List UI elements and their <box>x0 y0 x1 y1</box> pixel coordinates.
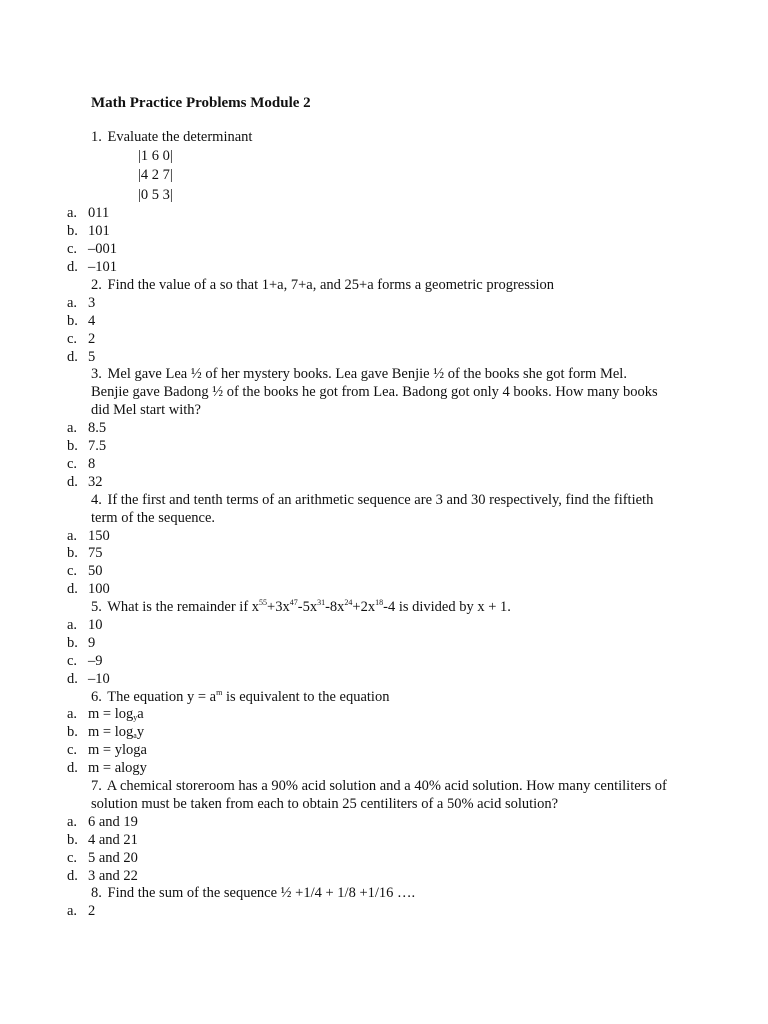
question-6 <box>0 689 768 707</box>
answer-option: c. m = yloga <box>67 742 147 759</box>
question-list <box>0 129 768 921</box>
question-text: Mel gave Lea ½ of her mystery books. Lea gave Benjie ½ of the books she got form Mel. Benjie gave Badong ½ of the books he got from Lea. Badong got only 4 books. How many books did Mel start with? <box>91 366 658 419</box>
question-1 <box>0 129 768 147</box>
answer-option: a. 150 <box>67 527 110 544</box>
answer-option: d. –101 <box>67 259 117 276</box>
answer-option: c. 5 and 20 <box>67 849 138 866</box>
answer-option: b. 9 <box>67 634 96 651</box>
question-number: 8. <box>91 885 102 902</box>
answer-option: a. 6 and 19 <box>67 813 138 830</box>
question-text: The equation $y = a^m$ is equivalent to the equation <box>107 687 390 705</box>
answer-option: a. 011 <box>67 205 110 222</box>
answer-option: c. –9 <box>67 652 103 669</box>
matrix-row: |1 6 0| <box>138 147 173 164</box>
question-2 <box>0 277 768 295</box>
question-number: 2. <box>91 276 102 293</box>
answer-option: c. 50 <box>67 563 103 580</box>
answer-option: d. 5 <box>67 348 96 365</box>
answer-option: d. 3 and 22 <box>67 867 138 884</box>
question-text: Find the sum of the sequence ½ +1/4 + 1/8 +1/16 …. <box>107 885 416 902</box>
question-text: If the first and tenth terms of an arithmetic sequence are 3 and 30 respectively, find the fiftieth term of the sequence. <box>91 491 654 526</box>
answer-option: d. –10 <box>67 670 110 687</box>
answer-option: c. –001 <box>67 241 117 258</box>
question-7 <box>0 778 768 814</box>
answer-option: b. $m = \log_ay$ <box>67 724 145 741</box>
question-number: 6. <box>91 688 102 705</box>
answer-option: d. 32 <box>67 473 103 490</box>
question-number: 3. <box>91 366 102 383</box>
answer-option: b. 101 <box>67 223 110 240</box>
matrix-row: |4 2 7| <box>138 167 173 184</box>
answer-option: b. 4 and 21 <box>67 831 138 848</box>
answer-option: c. 8 <box>67 455 96 472</box>
question-4 <box>0 492 768 528</box>
answer-option: a. 3 <box>67 294 96 311</box>
answer-option: a. 10 <box>67 617 103 633</box>
question-text: Evaluate the determinant <box>107 129 253 145</box>
answer-option: a. 8.5 <box>67 420 107 437</box>
question-number: 4. <box>91 491 102 508</box>
answer-option: a. 2 <box>67 903 96 920</box>
question-text: What is the remainder if $x^{55}+3x^{47}-5x^{31}-8x^{24}+2x^{18}-4$ is divided by x + 1. <box>107 598 511 616</box>
question-number: 5. <box>91 599 102 616</box>
question-number: 7. <box>91 778 102 795</box>
answer-option: b. 75 <box>67 545 103 562</box>
determinant-matrix <box>0 147 768 206</box>
question-3 <box>0 366 768 420</box>
answer-option: c. 2 <box>67 330 96 347</box>
question-text: Find the value of a so that 1+a, 7+a, and 25+a forms a geometric progression <box>107 276 555 293</box>
answer-option: d. 100 <box>67 581 110 598</box>
answer-option: a. $m = \log_ya$ <box>67 706 144 723</box>
question-text: A chemical storeroom has a 90% acid solution and a 40% acid solution. How many centiliters of solution must be taken from each to obtain 25 centiliters of a 50% acid solution? <box>91 778 667 812</box>
question-8 <box>0 885 768 903</box>
question-number: 1. <box>91 129 102 145</box>
document-title: Math Practice Problems Module 2 <box>91 95 311 111</box>
matrix-row: |0 5 3| <box>138 186 173 203</box>
answer-option: b. 7.5 <box>67 438 107 455</box>
question-5 <box>0 599 768 617</box>
answer-option: d. m = alogy <box>67 760 147 777</box>
answer-option: b. 4 <box>67 312 96 329</box>
